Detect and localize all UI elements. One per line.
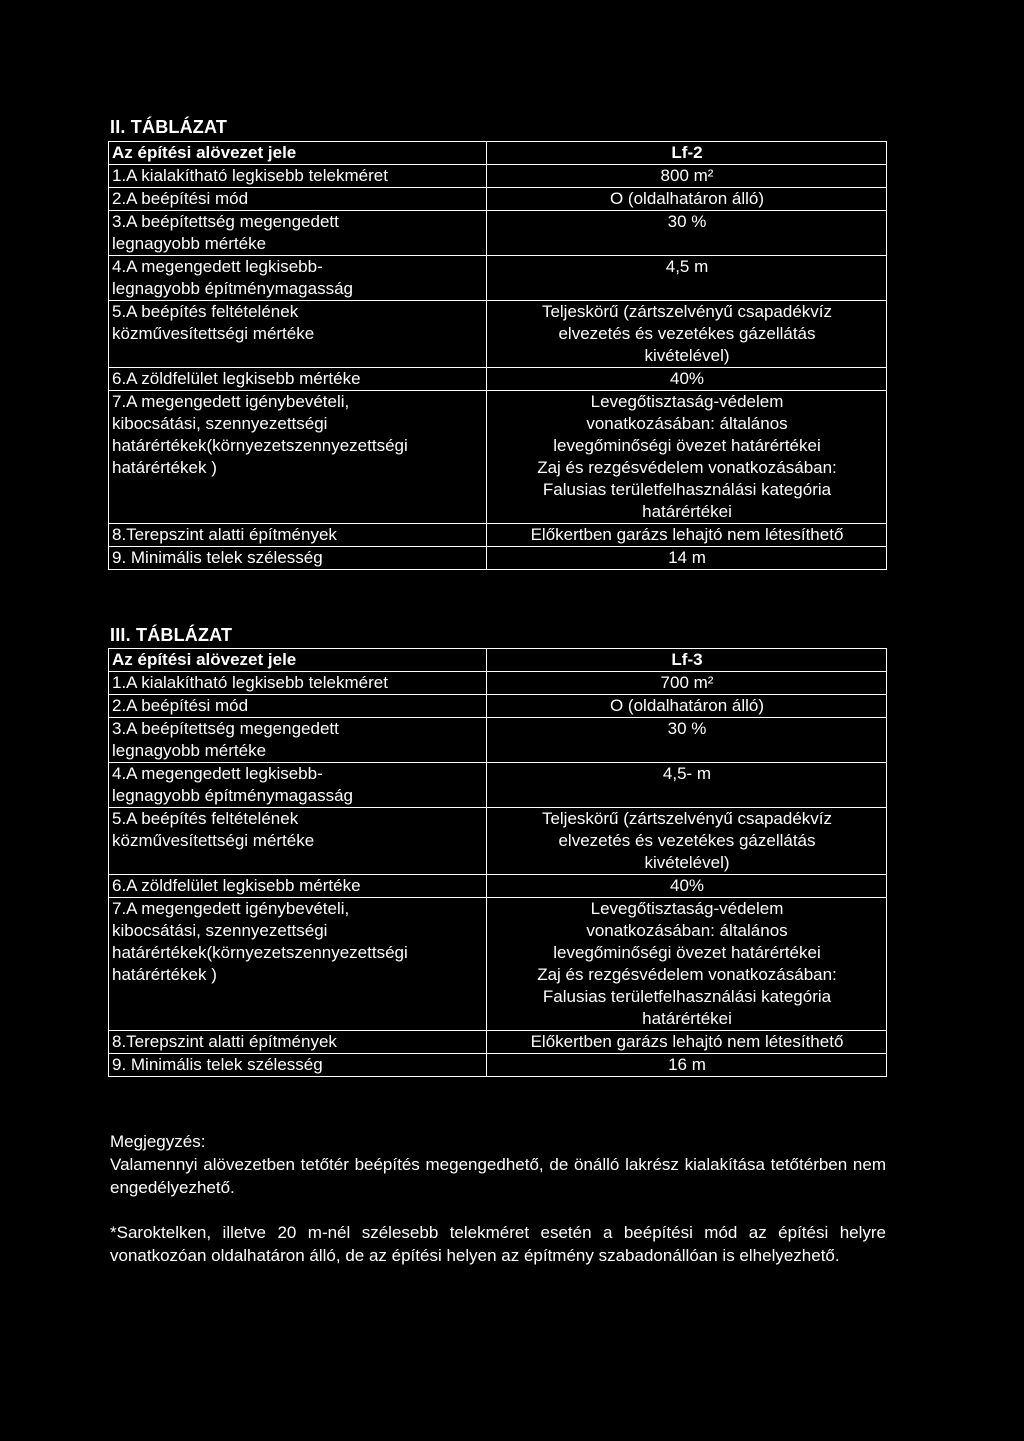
row-value: 16 m [487, 1054, 887, 1077]
table-row [109, 142, 887, 165]
row-value: Lf-2 [487, 142, 887, 165]
row-label: 2.A beépítési mód [109, 695, 487, 718]
table-row [109, 301, 887, 368]
row-value: Levegőtisztaság-védelem vonatkozásában: általános levegőminőségi övezet határértékei Zaj és rezgésvédelem vonatkozásában: Falusias területfelhasználási kategória határértékei [487, 391, 887, 524]
row-value: O (oldalhatáron álló) [487, 188, 887, 211]
row-value: 14 m [487, 547, 887, 570]
note-paragraph: Valamennyi alövezetben tetőtér beépítés megengedhető, de önálló lakrész kialakítása tetőtérben nem engedélyezhető. [110, 1155, 886, 1197]
row-value: 800 m² [487, 165, 887, 188]
row-label: 6.A zöldfelület legkisebb mértéke [109, 368, 487, 391]
table-row [109, 165, 887, 188]
row-label: 7.A megengedett igénybevételi, kibocsátási, szennyezettségi határértékek(környezetszennyezettségi határértékek ) [109, 391, 487, 524]
row-label: 7.A megengedett igénybevételi, kibocsátási, szennyezettségi határértékek(környezetszennyezettségi határértékek ) [109, 898, 487, 1031]
row-value: Teljeskörű (zártszelvényű csapadékvíz elvezetés és vezetékes gázellátás kivételével) [487, 808, 887, 875]
row-label: 1.A kialakítható legkisebb telekméret [109, 672, 487, 695]
table-3 [108, 648, 887, 1077]
table-row [109, 368, 887, 391]
row-label: 5.A beépítés feltételének közművesítettségi mértéke [109, 808, 487, 875]
row-label: 2.A beépítési mód [109, 188, 487, 211]
row-value: 40% [487, 368, 887, 391]
row-value: 4,5- m [487, 763, 887, 808]
row-value: Lf-3 [487, 649, 887, 672]
table-row [109, 188, 887, 211]
table-row [109, 391, 887, 524]
row-value: Levegőtisztaság-védelem vonatkozásában: általános levegőminőségi övezet határértékei Zaj és rezgésvédelem vonatkozásában: Falusias területfelhasználási kategória határértékei [487, 898, 887, 1031]
table-row [109, 649, 887, 672]
table-row [109, 875, 887, 898]
row-value: 30 % [487, 211, 887, 256]
table-row [109, 1031, 887, 1054]
row-label: 4.A megengedett legkisebb- legnagyobb építménymagasság [109, 256, 487, 301]
row-value: Előkertben garázs lehajtó nem létesíthető [487, 524, 887, 547]
row-value: 40% [487, 875, 887, 898]
row-label: 9. Minimális telek szélesség [109, 1054, 487, 1077]
row-label: 5.A beépítés feltételének közművesítettségi mértéke [109, 301, 487, 368]
notes-heading: Megjegyzés: [110, 1132, 206, 1151]
row-label: 8.Terepszint alatti építmények [109, 1031, 487, 1054]
row-label: 6.A zöldfelület legkisebb mértéke [109, 875, 487, 898]
table-row [109, 211, 887, 256]
table-row [109, 524, 887, 547]
table-row [109, 898, 887, 1031]
table-2 [108, 141, 887, 570]
row-label: Az építési alövezet jele [109, 142, 487, 165]
table-row [109, 1054, 887, 1077]
row-value: 4,5 m [487, 256, 887, 301]
table-row [109, 672, 887, 695]
table-row [109, 718, 887, 763]
row-value: Teljeskörű (zártszelvényű csapadékvíz elvezetés és vezetékes gázellátás kivételével) [487, 301, 887, 368]
row-value: 700 m² [487, 672, 887, 695]
row-label: Az építési alövezet jele [109, 649, 487, 672]
row-value: Előkertben garázs lehajtó nem létesíthető [487, 1031, 887, 1054]
table-row [109, 547, 887, 570]
table-2-title: II. TÁBLÁZAT [110, 117, 228, 137]
note-paragraph: *Saroktelken, illetve 20 m-nél szélesebb telekméret esetén a beépítési mód az építési helyre vonatkozóan oldalhatáron álló, de az építési helyen az építmény szabadonállóan is elhelyezhető. [110, 1223, 886, 1265]
table-row [109, 256, 887, 301]
row-label: 8.Terepszint alatti építmények [109, 524, 487, 547]
row-value: O (oldalhatáron álló) [487, 695, 887, 718]
row-value: 30 % [487, 718, 887, 763]
table-row [109, 763, 887, 808]
row-label: 1.A kialakítható legkisebb telekméret [109, 165, 487, 188]
row-label: 9. Minimális telek szélesség [109, 547, 487, 570]
row-label: 3.A beépítettség megengedett legnagyobb mértéke [109, 211, 487, 256]
table-3-title: III. TÁBLÁZAT [110, 625, 233, 645]
table-row [109, 808, 887, 875]
table-row [109, 695, 887, 718]
row-label: 4.A megengedett legkisebb- legnagyobb építménymagasság [109, 763, 487, 808]
row-label: 3.A beépítettség megengedett legnagyobb mértéke [109, 718, 487, 763]
notes-section [110, 1130, 886, 1267]
